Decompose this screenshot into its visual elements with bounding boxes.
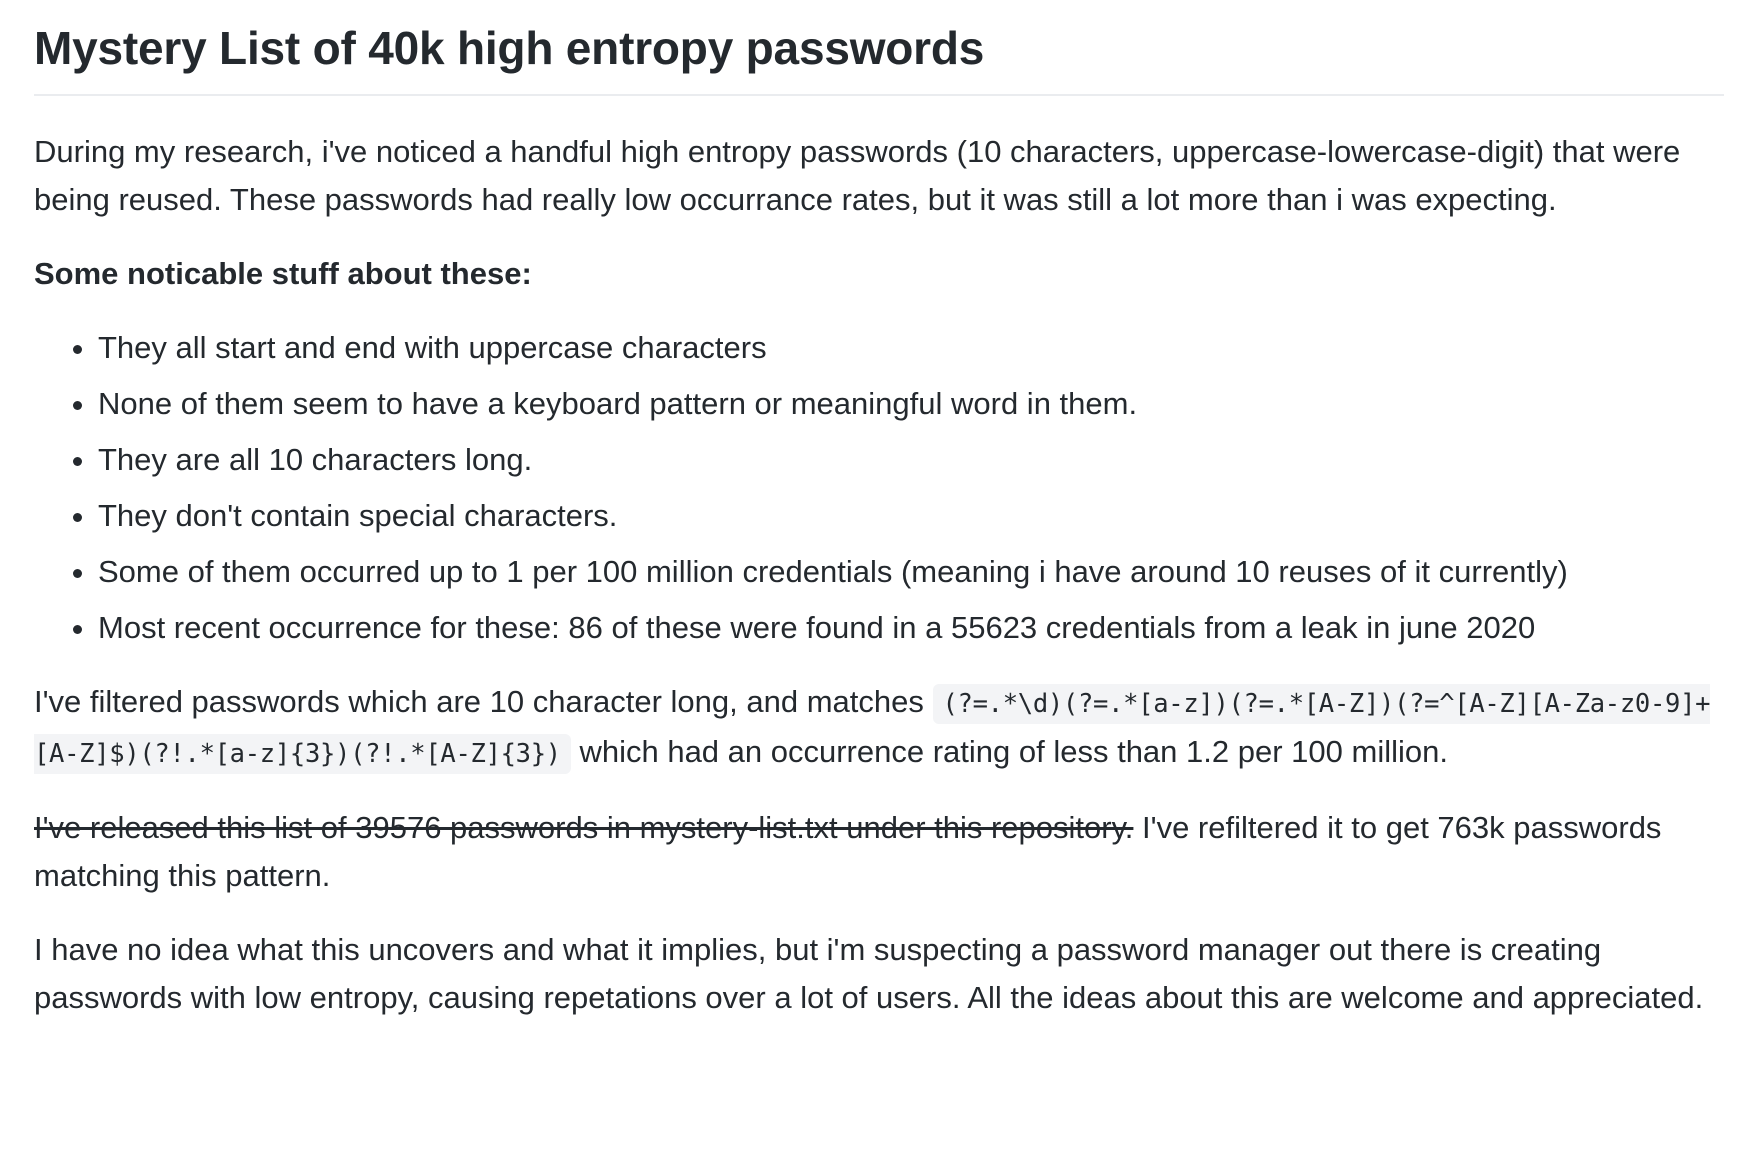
list-item: • Most recent occurrence for these: 86 of these were found in a 55623 credentials from a leak in june 2020 bbox=[98, 604, 1724, 652]
closing-paragraph: I have no idea what this uncovers and what it implies, but i'm suspecting a password manager out there is creating passwords with low entropy, causing repetations over a lot of users. All the ideas about this are welcome and appreciated. bbox=[34, 931, 1704, 1015]
release-paragraph bbox=[34, 804, 1724, 900]
list-item: • Some of them occurred up to 1 per 100 million credentials (meaning i have around 10 reuses of it currently) bbox=[98, 548, 1724, 596]
filter-paragraph bbox=[34, 678, 1724, 778]
release-text: I've refiltered it to get 763k passwords matching this pattern. bbox=[34, 809, 1662, 893]
list-item: • They are all 10 characters long. bbox=[98, 436, 1724, 484]
intro-paragraph: During my research, i've noticed a handful high entropy passwords (10 characters, uppercase-lowercase-digit) that were being reused. These passwords had really low occurrance rates, but it was still a lot more than i was expecting. bbox=[34, 133, 1681, 217]
readme-content bbox=[34, 0, 1724, 1022]
struck-release-text: I've released this list of 39576 passwords in mystery-list.txt under this repository. bbox=[34, 809, 1134, 845]
features-list bbox=[34, 324, 1724, 652]
list-item: • None of them seem to have a keyboard pattern or meaningful word in them. bbox=[98, 380, 1724, 428]
filter-text-after: which had an occurrence rating of less than 1.2 per 100 million. bbox=[570, 733, 1448, 769]
page-title: Mystery List of 40k high entropy passwords bbox=[34, 20, 1724, 96]
list-item: • They don't contain special characters. bbox=[98, 492, 1724, 540]
features-heading-paragraph bbox=[34, 250, 1724, 298]
regex-code: (?=.*\d)(?=.*[a-z])(?=.*[A-Z])(?=^[A-Z][A-Za-z0-9]+[A-Z]$)(?!.*[a-z]{3})(?!.*[A-Z]{3}) bbox=[34, 684, 1710, 774]
filter-text-before: I've filtered passwords which are 10 character long, and matches bbox=[34, 683, 933, 719]
list-item: • They all start and end with uppercase characters bbox=[98, 324, 1724, 372]
features-heading: Some noticable stuff about these: bbox=[34, 255, 532, 291]
